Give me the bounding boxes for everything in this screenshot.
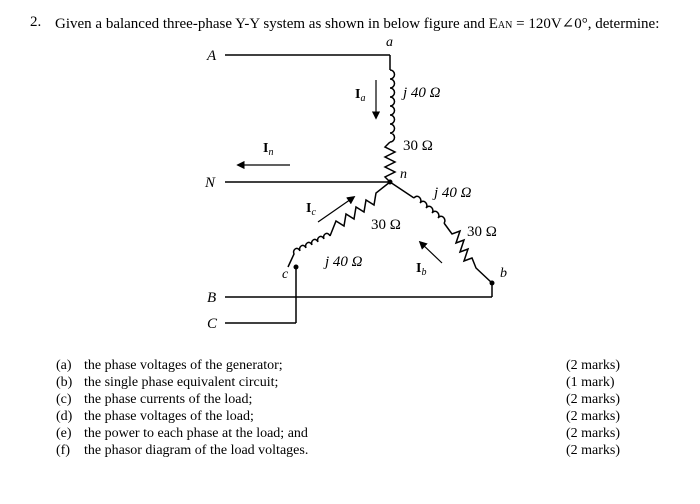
part-d-marks: (2 marks) xyxy=(566,409,621,424)
node-b-label: b xyxy=(500,266,507,281)
phase-c-resistance-label: 30 Ω xyxy=(371,217,401,233)
terminal-a-label: A xyxy=(207,48,217,64)
part-e xyxy=(56,425,308,442)
part-f-marks: (2 marks) xyxy=(566,443,621,458)
phase-c-reactance-label: j 40 Ω xyxy=(325,254,363,270)
part-a-marks: (2 marks) xyxy=(566,358,621,373)
part-c-marks: (2 marks) xyxy=(566,392,621,407)
part-e-marks: (2 marks) xyxy=(566,426,621,441)
part-text: the phasor diagram of the load voltages. xyxy=(84,443,309,458)
phase-a-inductor xyxy=(390,70,395,142)
part-label: (c) xyxy=(56,392,72,407)
node-b-dot xyxy=(490,281,495,286)
question-parts xyxy=(56,357,308,459)
phase-b-stub xyxy=(390,182,414,198)
part-label: (e) xyxy=(56,426,72,441)
part-b-marks: (1 mark) xyxy=(566,375,615,390)
part-label: (a) xyxy=(56,358,72,373)
part-b xyxy=(56,374,308,391)
part-label: (b) xyxy=(56,375,73,390)
question-subscript: AN xyxy=(497,20,513,31)
part-text: the phase voltages of the load; xyxy=(84,409,254,424)
phase-a-reactance-label: j 40 Ω xyxy=(403,85,441,101)
current-in-label: $I_n$ xyxy=(263,141,274,158)
node-c-label: c xyxy=(282,267,289,282)
phase-a-resistor xyxy=(385,142,395,182)
part-c xyxy=(56,391,308,408)
part-label: (d) xyxy=(56,409,73,424)
part-text: the single phase equivalent circuit; xyxy=(84,375,279,390)
terminal-b-label: B xyxy=(207,290,217,306)
marks-column xyxy=(566,357,620,459)
part-text: the phase currents of the load; xyxy=(84,392,253,407)
part-text: the power to each phase at the load; and xyxy=(84,426,308,441)
current-ib-arrow xyxy=(420,242,442,263)
question-text-after: = 120V∠0°, determine: xyxy=(512,16,660,32)
part-f xyxy=(56,442,308,459)
question-text-before: Given a balanced three-phase Y-Y system as shown in below figure and E xyxy=(55,16,498,32)
current-ib-label: $I_b$ xyxy=(416,261,427,278)
current-ic-label: $I_c$ xyxy=(306,201,316,218)
terminal-c-label: C xyxy=(207,316,218,332)
node-n-label: n xyxy=(400,167,407,182)
question-number: 2. xyxy=(30,14,42,30)
part-a xyxy=(56,357,308,374)
terminal-n-label: N xyxy=(205,175,216,191)
part-label: (f) xyxy=(56,443,70,458)
part-text: the phase voltages of the generator; xyxy=(84,358,283,373)
part-d xyxy=(56,408,308,425)
phase-b-reactance-label: j 40 Ω xyxy=(434,185,472,201)
phase-c-inductor xyxy=(288,233,330,267)
current-ia-label: $I_a$ xyxy=(355,87,366,104)
phase-a-resistance-label: 30 Ω xyxy=(403,138,433,154)
phase-b-resistance-label: 30 Ω xyxy=(467,224,497,240)
node-a-label: a xyxy=(386,35,393,50)
current-ic-arrow xyxy=(318,197,354,222)
